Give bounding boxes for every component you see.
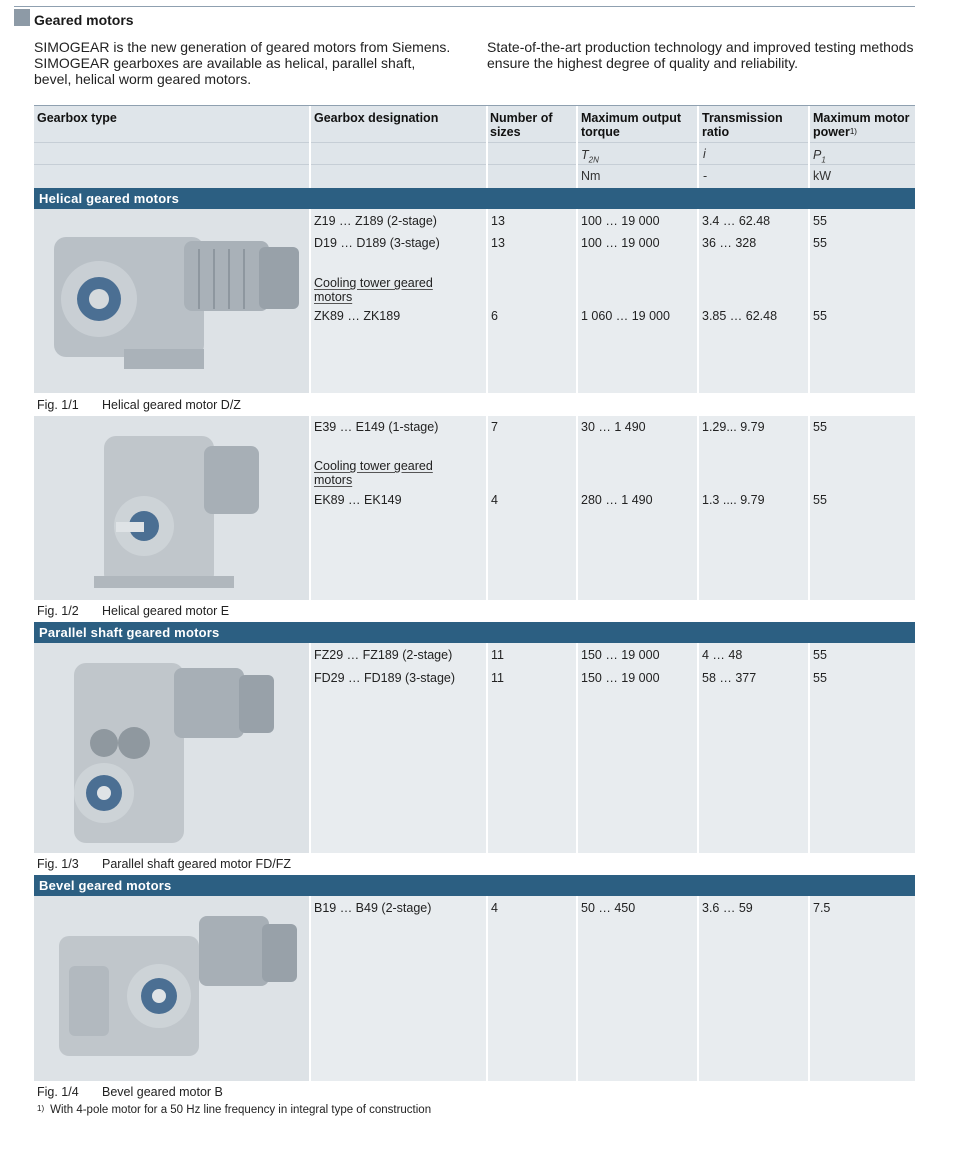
- unit-torque: Nm: [581, 169, 601, 183]
- fig-caption: Parallel shaft geared motor FD/FZ: [102, 857, 291, 871]
- col-sep: [697, 416, 699, 600]
- col-sep: [808, 209, 810, 393]
- torque-sym: T: [581, 148, 589, 162]
- table-top-rule: [34, 105, 915, 106]
- footnote-text: With 4-pole motor for a 50 Hz line frequency in integral type of construction: [50, 1104, 432, 1116]
- figure-caption-1-4: [37, 1085, 223, 1099]
- power-d: 55: [813, 236, 827, 250]
- col-sep: [576, 209, 578, 393]
- header-divider: [34, 164, 915, 165]
- unit-power: kW: [813, 169, 832, 183]
- torque-b: 50 … 450: [581, 901, 636, 915]
- ratio-ek: 1.3 .... 9.79: [702, 493, 765, 507]
- page-title: Geared motors: [34, 12, 134, 28]
- footnote-ref[interactable]: 1): [849, 127, 857, 136]
- cooling-tower-label-ek[interactable]: Cooling tower geared motors: [314, 459, 433, 487]
- section-helical: [34, 188, 915, 209]
- figure-caption-1-1: [37, 398, 241, 412]
- power-fz: 55: [813, 648, 827, 662]
- sizes-fz: 11: [491, 648, 504, 662]
- col-sep: [808, 106, 810, 188]
- designation-fz: FZ29 … FZ189 (2-stage): [314, 648, 453, 662]
- header-divider: [34, 142, 915, 143]
- ratio-d: 36 … 328: [702, 236, 757, 250]
- helical-motor-e-drawing: [34, 416, 309, 600]
- designation-zk: ZK89 … ZK189: [314, 309, 401, 323]
- designation-e: E39 … E149 (1-stage): [314, 420, 439, 434]
- designation-d: D19 … D189 (3-stage): [314, 236, 440, 250]
- col-sep: [576, 643, 578, 853]
- fig-number: Fig. 1/4: [37, 1085, 79, 1099]
- col-header-power: [813, 111, 913, 139]
- col-sep: [486, 643, 488, 853]
- ratio-symbol: i: [703, 147, 706, 161]
- col-sep: [576, 106, 578, 188]
- fig-number: Fig. 1/3: [37, 857, 79, 871]
- ratio-e: 1.29... 9.79: [702, 420, 765, 434]
- col-sep: [697, 209, 699, 393]
- torque-z: 100 … 19 000: [581, 214, 660, 228]
- torque-fz: 150 … 19 000: [581, 648, 660, 662]
- section-helical-label: Helical geared motors: [39, 191, 180, 206]
- torque-e: 30 … 1 490: [581, 420, 646, 434]
- fig-number: Fig. 1/1: [37, 398, 79, 412]
- helical-motor-image: [34, 209, 309, 393]
- section-marker-icon: [14, 9, 30, 26]
- sizes-b: 4: [491, 901, 498, 915]
- col-header-sizes: Number of sizes: [490, 111, 553, 139]
- power-e: 55: [813, 420, 827, 434]
- fig-caption: Bevel geared motor B: [102, 1085, 223, 1099]
- col-sep: [808, 896, 810, 1081]
- col-sep: [486, 209, 488, 393]
- designation-ek: EK89 … EK149: [314, 493, 402, 507]
- section-parallel-label: Parallel shaft geared motors: [39, 625, 220, 640]
- ratio-fd: 58 … 377: [702, 671, 757, 685]
- power-sym: P: [813, 148, 822, 162]
- designation-b: B19 … B49 (2-stage): [314, 901, 432, 915]
- col-header-designation: Gearbox designation: [314, 111, 439, 125]
- power-b: 7.5: [813, 901, 831, 915]
- section-bevel: [34, 875, 915, 896]
- col-header-type: Gearbox type: [37, 111, 117, 125]
- top-rule: [14, 6, 915, 7]
- designation-z: Z19 … Z189 (2-stage): [314, 214, 437, 228]
- cooling-tower-label-zk[interactable]: Cooling tower geared motors: [314, 276, 433, 304]
- section-bevel-label: Bevel geared motors: [39, 878, 172, 893]
- ratio-fz: 4 … 48: [702, 648, 743, 662]
- col-sep: [309, 643, 311, 853]
- sizes-fd: 11: [491, 671, 504, 685]
- torque-d: 100 … 19 000: [581, 236, 660, 250]
- col-sep: [309, 896, 311, 1081]
- fig-caption: Helical geared motor D/Z: [102, 398, 241, 412]
- sizes-ek: 4: [491, 493, 498, 507]
- col-sep: [486, 106, 488, 188]
- designation-fd: FD29 … FD189 (3-stage): [314, 671, 456, 685]
- col-header-torque: Maximum output torque: [581, 111, 681, 139]
- power-zk: 55: [813, 309, 827, 323]
- torque-fd: 150 … 19 000: [581, 671, 660, 685]
- ratio-z: 3.4 … 62.48: [702, 214, 771, 228]
- footnote: [37, 1104, 431, 1116]
- sizes-d: 13: [491, 236, 505, 250]
- col-sep: [486, 416, 488, 600]
- col-header-power-text: Maximum motor power: [813, 111, 910, 139]
- section-parallel: [34, 622, 915, 643]
- parallel-motor-drawing: [34, 643, 309, 853]
- ratio-zk: 3.85 … 62.48: [702, 309, 778, 323]
- fig-caption: Helical geared motor E: [102, 604, 230, 618]
- col-sep: [576, 896, 578, 1081]
- power-symbol: [813, 148, 826, 165]
- col-sep: [697, 106, 699, 188]
- figure-caption-1-2: [37, 604, 229, 618]
- torque-ek: 280 … 1 490: [581, 493, 653, 507]
- figure-caption-1-3: [37, 857, 291, 871]
- col-sep: [697, 896, 699, 1081]
- sizes-e: 7: [491, 420, 498, 434]
- power-sub: 1: [821, 155, 826, 165]
- bevel-motor-drawing: [34, 896, 309, 1081]
- bevel-motor-image: [34, 896, 309, 1081]
- torque-zk: 1 060 … 19 000: [581, 309, 670, 323]
- col-sep: [309, 209, 311, 393]
- fig-number: Fig. 1/2: [37, 604, 79, 618]
- parallel-motor-image: [34, 643, 309, 853]
- torque-symbol: [581, 148, 599, 165]
- unit-ratio: -: [703, 169, 708, 183]
- helical-motor-e-image: [34, 416, 309, 600]
- col-sep: [808, 643, 810, 853]
- col-sep: [309, 106, 311, 188]
- col-header-ratio: Transmission ratio: [702, 111, 783, 139]
- footnote-mark: 1): [37, 1104, 45, 1113]
- helical-motor-dz-drawing: [34, 209, 309, 393]
- intro-right: State-of-the-art production technology and improved testing methods ensure the highest degree of quality and reliability.: [487, 39, 914, 71]
- col-sep: [576, 416, 578, 600]
- col-sep: [808, 416, 810, 600]
- power-z: 55: [813, 214, 827, 228]
- ratio-b: 3.6 … 59: [702, 901, 753, 915]
- col-sep: [309, 416, 311, 600]
- sizes-zk: 6: [491, 309, 498, 323]
- col-sep: [486, 896, 488, 1081]
- sizes-z: 13: [491, 214, 505, 228]
- power-ek: 55: [813, 493, 827, 507]
- intro-left: SIMOGEAR is the new generation of geared motors from Siemens. SIMOGEAR gearboxes are available as helical, parallel shaft, bevel, helical worm geared motors.: [34, 39, 451, 87]
- torque-sub: 2N: [588, 155, 599, 165]
- col-sep: [697, 643, 699, 853]
- power-fd: 55: [813, 671, 827, 685]
